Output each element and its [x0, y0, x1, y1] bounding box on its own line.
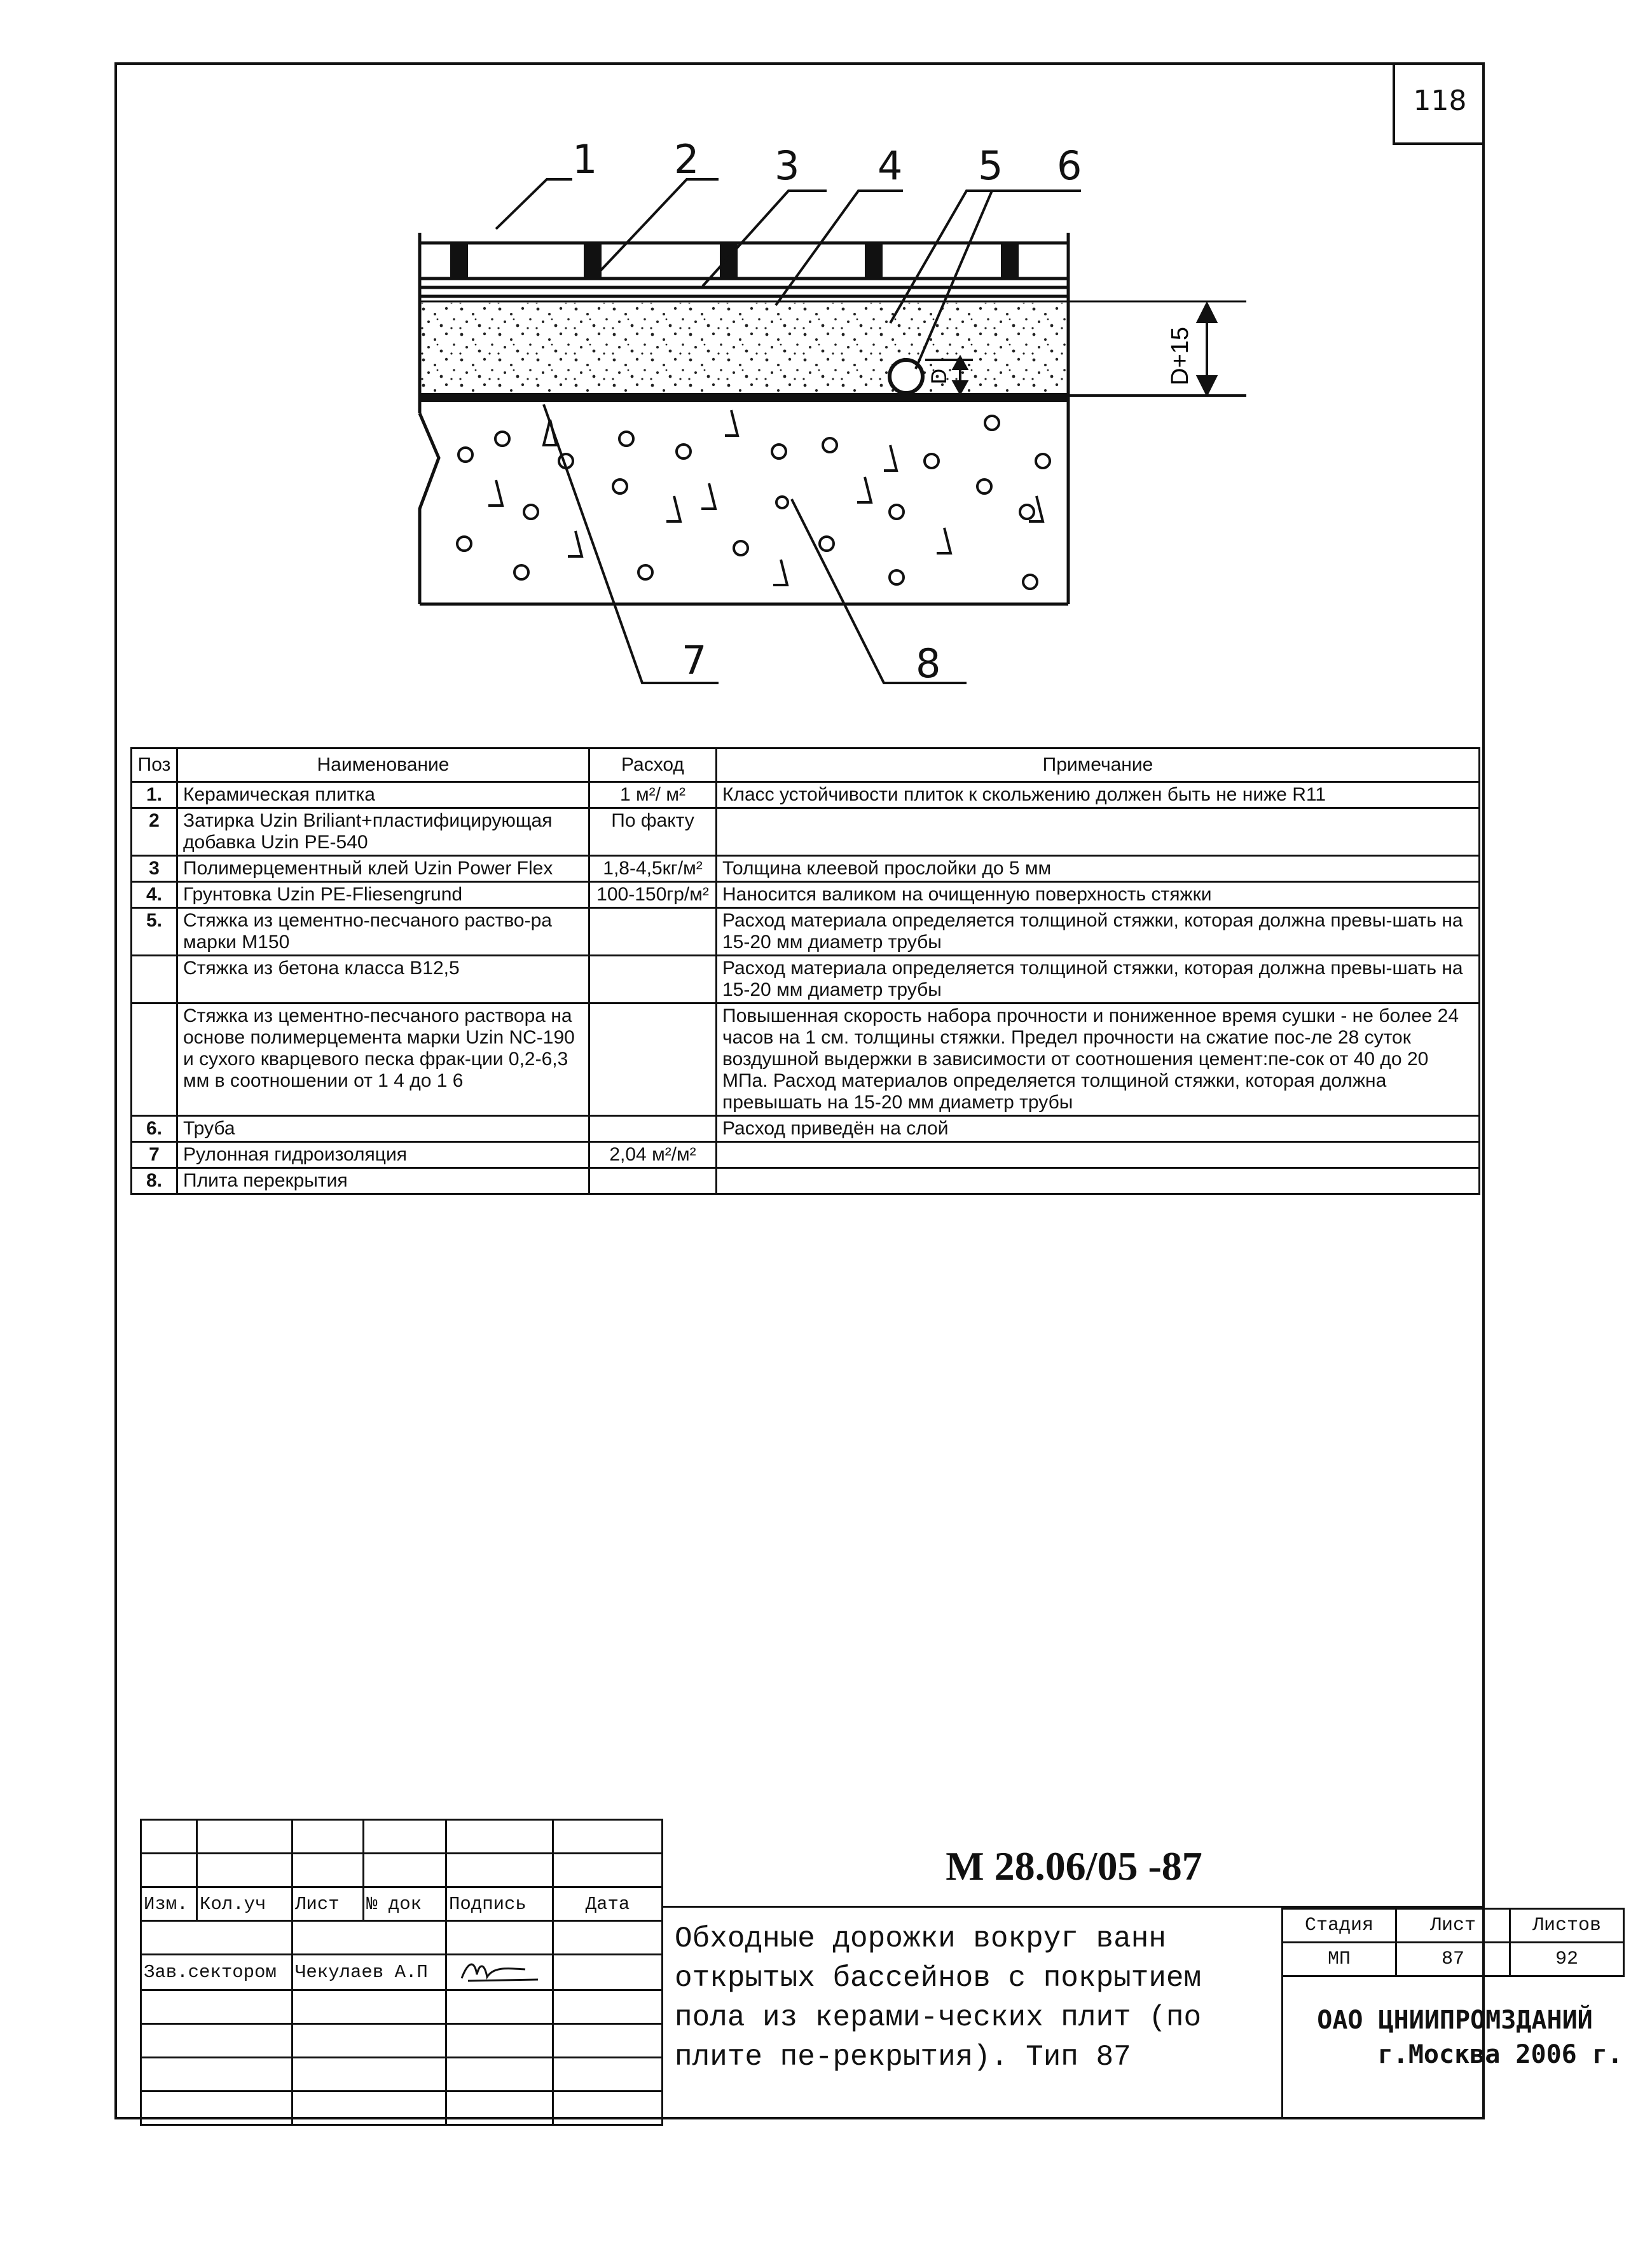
signature [446, 1955, 553, 1990]
col-kol-uch: Кол.уч [197, 1887, 293, 1921]
row-rate [589, 1116, 717, 1142]
sheet-label: Лист [1396, 1909, 1510, 1943]
row-name: Стяжка из бетона класса В12,5 [177, 956, 589, 1003]
callout-3: 3 [774, 142, 800, 189]
row-pos: 7 [132, 1142, 177, 1168]
sheets-label: Листов [1510, 1909, 1624, 1943]
stage-value: МП [1283, 1943, 1396, 1976]
row-pos: 2 [132, 808, 177, 856]
table-row [132, 808, 1480, 856]
row-note [717, 1168, 1480, 1194]
col-doc: № док [364, 1887, 446, 1921]
spec-table [130, 747, 1480, 1195]
table-row [132, 1116, 1480, 1142]
screed-layer [421, 303, 1067, 396]
waterproofing-layer [421, 393, 1067, 402]
sheets-value: 92 [1510, 1943, 1624, 1976]
signature-scribble [449, 1955, 544, 1983]
row-pos: 1. [132, 782, 177, 808]
table-row [132, 1142, 1480, 1168]
row-note: Расход приведён на слой [717, 1116, 1480, 1142]
row-name: Труба [177, 1116, 589, 1142]
row-note [717, 808, 1480, 856]
title-block [140, 1819, 1623, 2119]
row-note: Расход материала определяется толщиной стяжки, которая должна превы-шать на 15-20 мм диаметр трубы [717, 956, 1480, 1003]
table-row [132, 856, 1480, 882]
col-izm: Изм. [141, 1887, 197, 1921]
dim-label: D+15 [1167, 327, 1194, 385]
revision-grid [140, 1819, 663, 2126]
row-name: Полимерцементный клей Uzin Power Flex [177, 856, 589, 882]
stage-table [1281, 1908, 1625, 1977]
table-row [132, 908, 1480, 956]
callout-4: 4 [878, 142, 903, 189]
row-rate: 100-150гр/м² [589, 882, 717, 908]
slab [420, 413, 1068, 604]
signer-name: Чекулаев А.П [293, 1955, 446, 1990]
row-name: Рулонная гидроизоляция [177, 1142, 589, 1168]
row-name: Стяжка из цементно-песчаного раство-ра марки М150 [177, 908, 589, 956]
slab-aggregate [457, 410, 1050, 589]
callout-5: 5 [978, 142, 1003, 189]
row-pos: 8. [132, 1168, 177, 1194]
header-pos: Поз [132, 748, 177, 782]
row-note: Наносится валиком на очищенную поверхность стяжки [717, 882, 1480, 908]
signer-role: Зав.сектором [141, 1955, 293, 1990]
row-pos: 4. [132, 882, 177, 908]
callout-8: 8 [916, 640, 941, 687]
spec-header-row [132, 748, 1480, 782]
row-rate [589, 1003, 717, 1116]
row-pos [132, 956, 177, 1003]
row-note [717, 1142, 1480, 1168]
row-pos: 3 [132, 856, 177, 882]
header-note: Примечание [717, 748, 1480, 782]
callout-6: 6 [1057, 142, 1082, 189]
table-row [132, 1003, 1480, 1116]
table-row [132, 782, 1480, 808]
col-date: Дата [553, 1887, 663, 1921]
table-row [132, 956, 1480, 1003]
row-rate [589, 908, 717, 956]
row-name: Грунтовка Uzin PE-Fliesengrund [177, 882, 589, 908]
header-rate: Расход [589, 748, 717, 782]
row-note: Расход материала определяется толщиной стяжки, которая должна превы-шать на 15-20 мм диаметр трубы [717, 908, 1480, 956]
row-rate: 1,8-4,5кг/м² [589, 856, 717, 882]
callout-2: 2 [674, 136, 699, 183]
row-name: Затирка Uzin Briliant+пластифицирующая добавка Uzin PE-540 [177, 808, 589, 856]
signer-row [141, 1955, 663, 1990]
org-city-year: г.Москва 2006 г. [1377, 2040, 1623, 2069]
sheet-number: 118 [1393, 62, 1485, 145]
document-code: М 28.06/05 -87 [661, 1819, 1485, 1908]
row-note: Класс устойчивости плиток к скольжению должен быть не ниже R11 [717, 782, 1480, 808]
row-name: Плита перекрытия [177, 1168, 589, 1194]
col-signature: Подпись [446, 1887, 553, 1921]
callout-7: 7 [682, 637, 707, 684]
row-rate: 1 м²/ м² [589, 782, 717, 808]
callout-1: 1 [572, 136, 598, 183]
row-name: Керамическая плитка [177, 782, 589, 808]
stage-box [1281, 1908, 1625, 2119]
revision-header-row [141, 1887, 663, 1921]
sheet-value: 87 [1396, 1943, 1510, 1976]
row-pos [132, 1003, 177, 1116]
table-row [132, 1168, 1480, 1194]
organization [1283, 2003, 1627, 2072]
col-list: Лист [293, 1887, 364, 1921]
table-row [132, 882, 1480, 908]
stage-label: Стадия [1283, 1909, 1396, 1943]
org-name: ОАО ЦНИИПРОМЗДАНИЙ [1317, 2006, 1593, 2035]
row-rate: По факту [589, 808, 717, 856]
row-note: Толщина клеевой прослойки до 5 мм [717, 856, 1480, 882]
row-note: Повышенная скорость набора прочности и пониженное время сушки - не более 24 часов на 1 см. толщины стяжки. Предел прочности на сжатие пос-ле 28 суток воздушной выдержки в зависимости от соотношения цемент:пе-сок от 40 до 20 МПа. Расход материалов определяется толщиной стяжки, которая должна превышать на 15-20 мм диаметр трубы [717, 1003, 1480, 1116]
pipe-label: D [927, 368, 951, 385]
row-name: Стяжка из цементно-песчаного раствора на основе полимерцемента марки Uzin NC-190 и сухого кварцевого песка фрак-ции 0,2-6,3 мм в соотношении от 1 4 до 1 6 [177, 1003, 589, 1116]
floor-section-drawing [0, 0, 1652, 750]
row-rate [589, 1168, 717, 1194]
row-pos: 5. [132, 908, 177, 956]
row-pos: 6. [132, 1116, 177, 1142]
header-name: Наименование [177, 748, 589, 782]
document-title: Обходные дорожки вокруг ванн открытых бассейнов с покрытием пола из керами-ческих плит (по плите пе-рекрытия). Тип 87 [661, 1908, 1281, 2119]
row-rate [589, 956, 717, 1003]
row-rate: 2,04 м²/м² [589, 1142, 717, 1168]
